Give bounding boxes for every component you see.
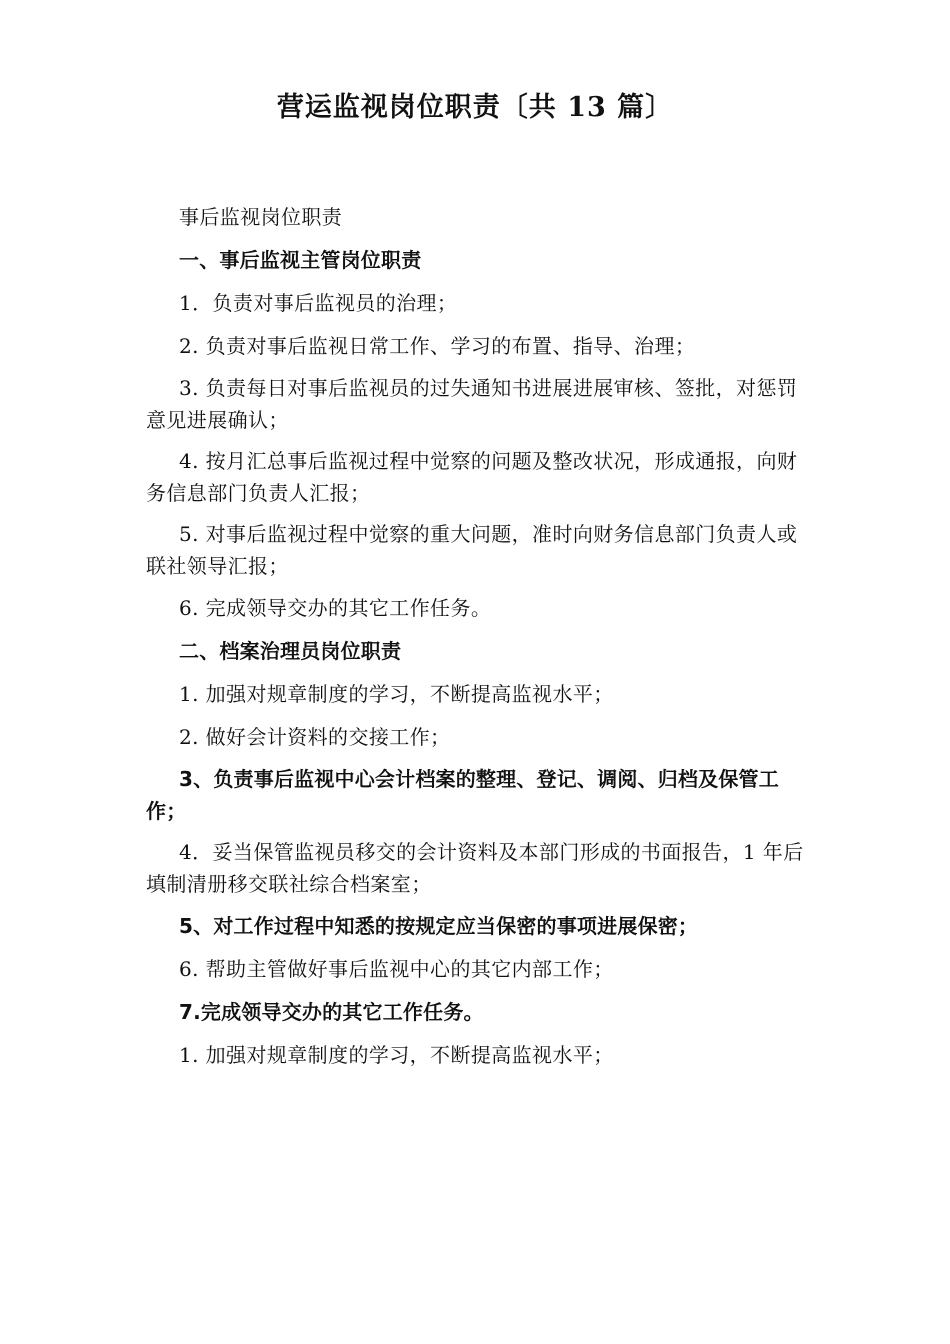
page-title: 营运监视岗位职责〔共 13 篇〕	[276, 92, 674, 123]
duty-item: 2. 负责对事后监视日常工作、学习的布置、指导、治理；	[179, 334, 696, 358]
duty-item: 3. 负责每日对事后监视员的过失通知书进展进展审核、签批，对惩罚意见进展确认；	[146, 376, 798, 432]
duty-item-bold: 3、负责事后监视中心会计档案的整理、登记、调阅、归档及保管工作；	[146, 767, 779, 823]
duty-item: 4. 按月汇总事后监视过程中觉察的问题及整改状况，形成通报，向财务信息部门负责人汇报；	[146, 449, 798, 505]
section-heading: 事后监视岗位职责	[179, 205, 343, 229]
duty-item: 1. 加强对规章制度的学习，不断提高监视水平；	[179, 682, 614, 706]
duty-item: 6. 完成领导交办的其它工作任务。	[179, 596, 492, 620]
duty-item: 1. 加强对规章制度的学习，不断提高监视水平；	[179, 1043, 614, 1067]
duty-item: 6. 帮助主管做好事后监视中心的其它内部工作；	[179, 957, 614, 981]
duty-item: 5. 对事后监视过程中觉察的重大问题，准时向财务信息部门负责人或联社领导汇报；	[146, 522, 798, 578]
duty-item: 1．负责对事后监视员的治理；	[179, 291, 458, 315]
duty-item: 2. 做好会计资料的交接工作；	[179, 725, 451, 749]
subsection-heading: 二、档案治理员岗位职责	[179, 639, 402, 663]
duty-item: 4．妥当保管监视员移交的会计资料及本部门形成的书面报告，1 年后填制清册移交联社综合档案室；	[146, 840, 804, 896]
subsection-heading: 一、事后监视主管岗位职责	[179, 248, 422, 272]
duty-item-bold: 7.完成领导交办的其它工作任务。	[179, 1000, 484, 1024]
duty-item-bold: 5、对工作过程中知悉的按规定应当保密的事项进展保密；	[179, 914, 699, 938]
document-body	[146, 200, 810, 1081]
